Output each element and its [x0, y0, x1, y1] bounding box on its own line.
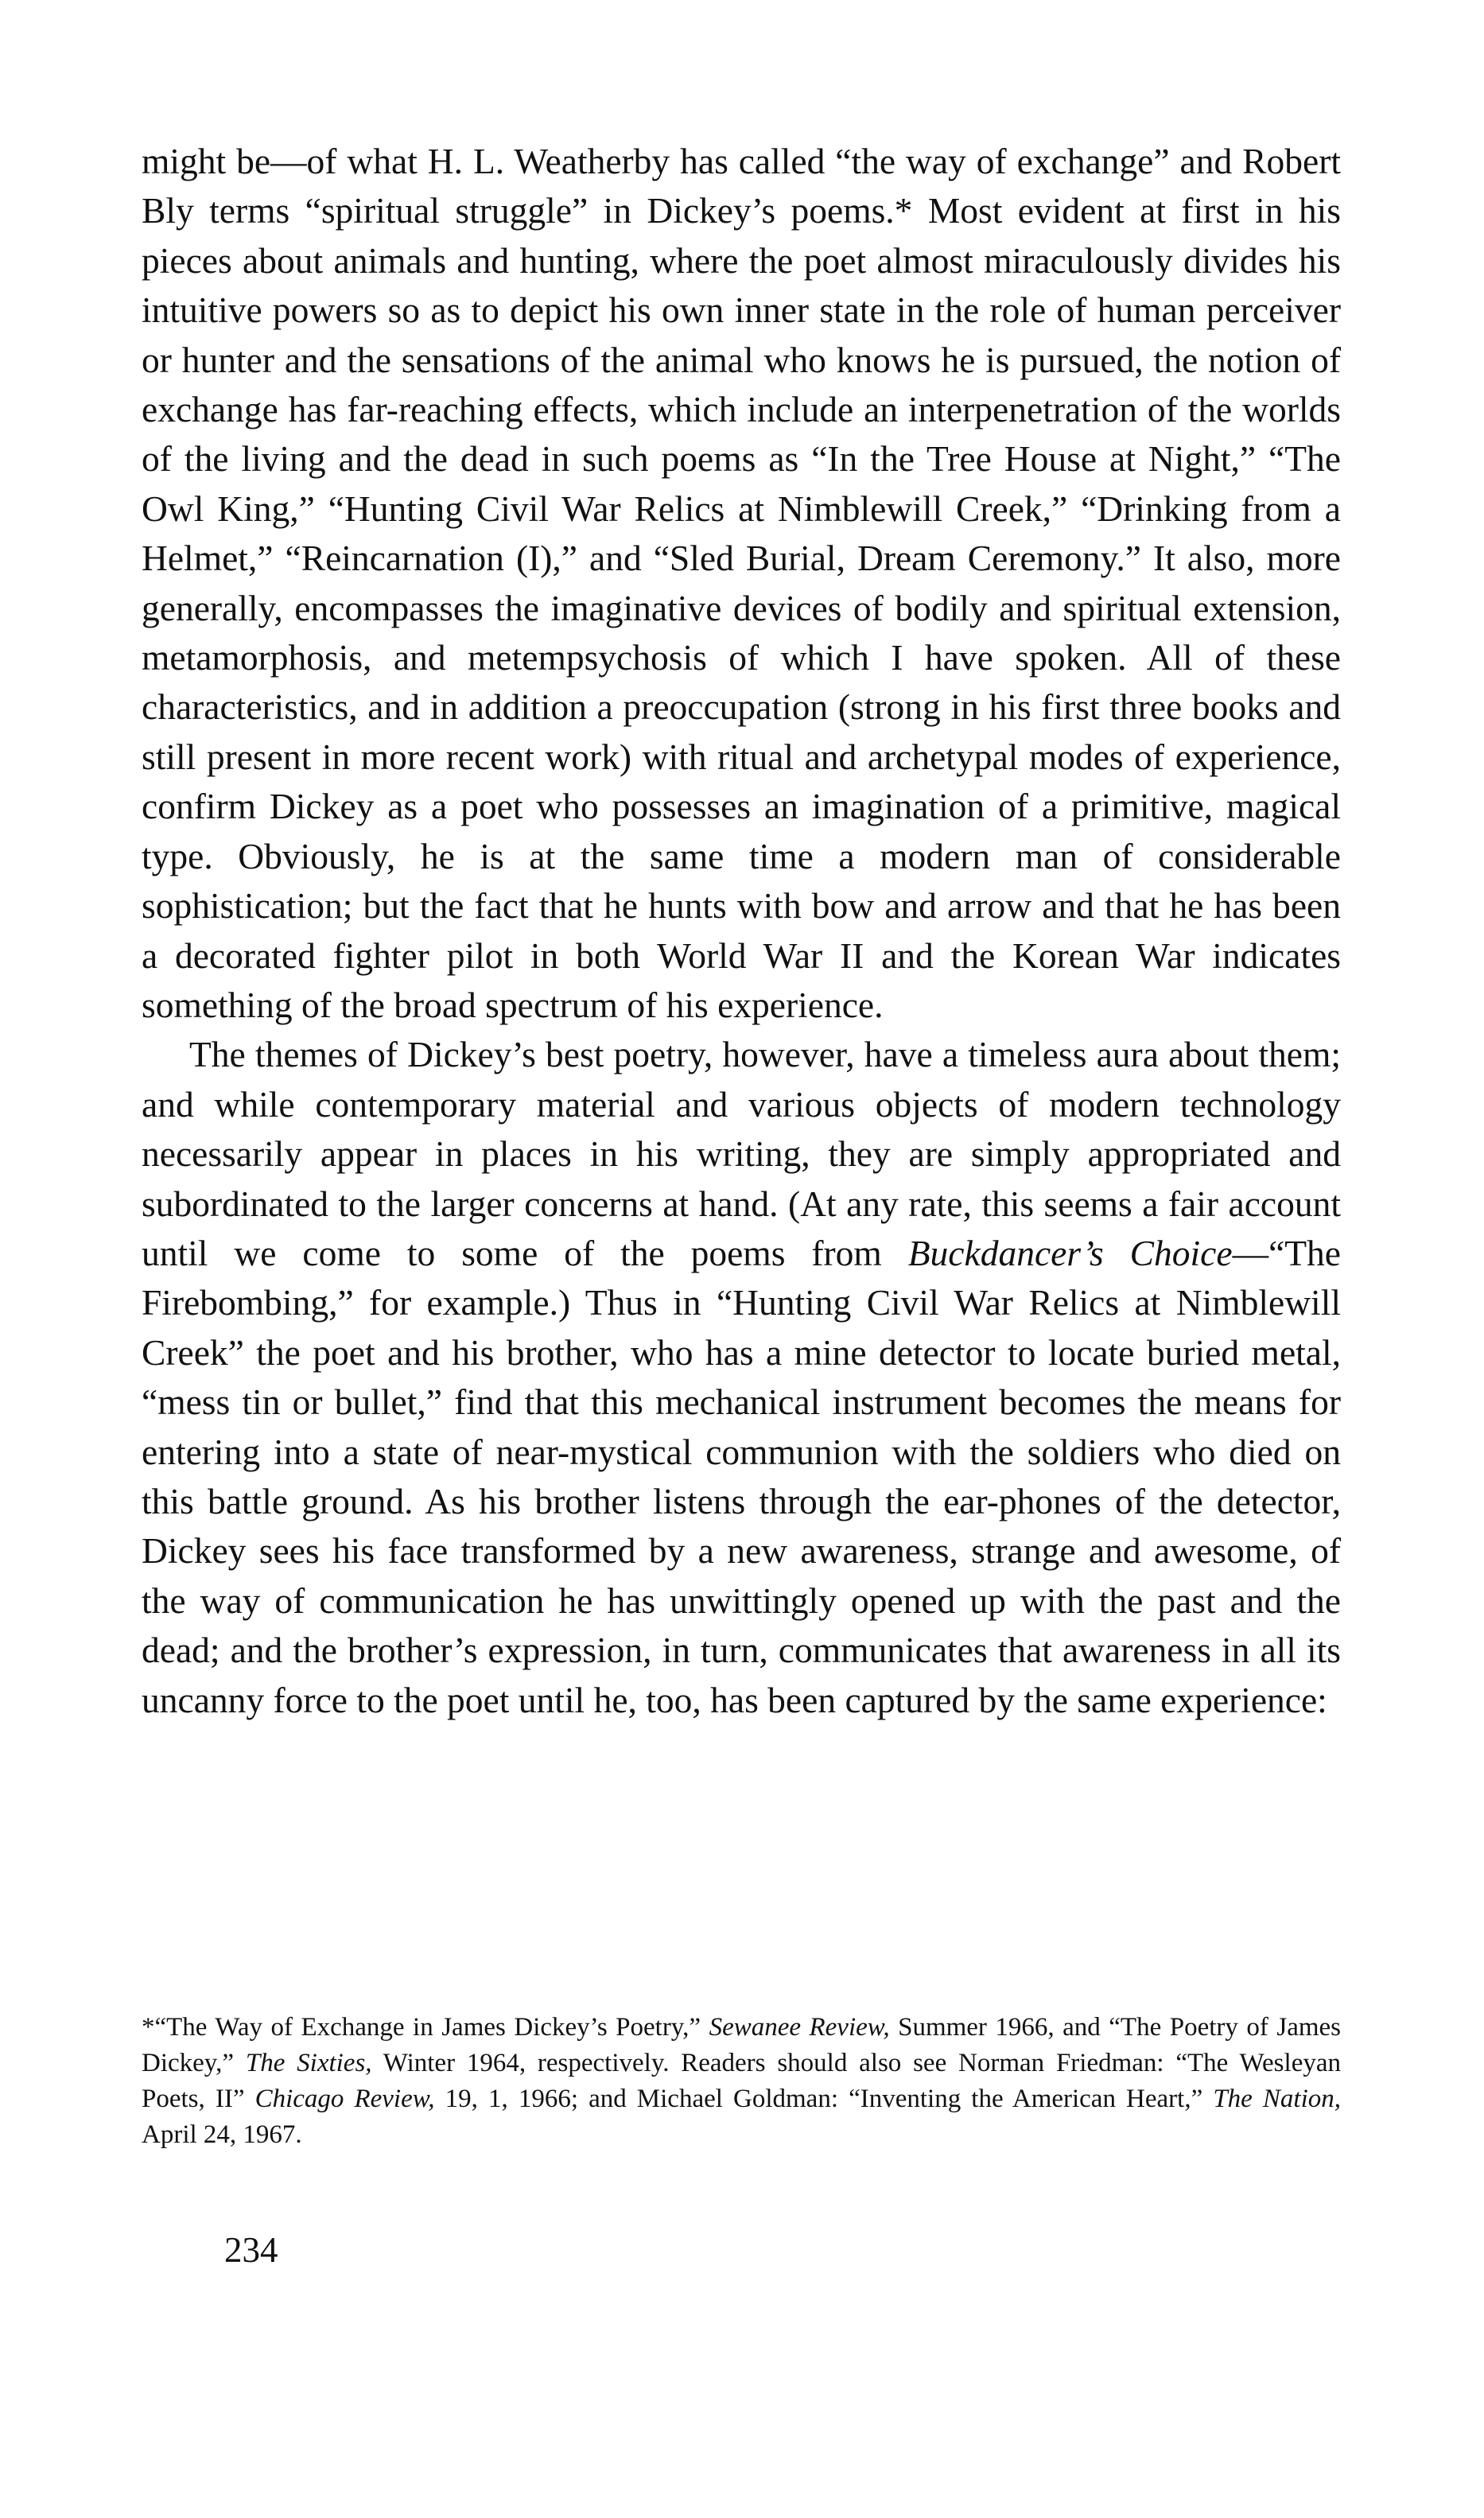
paragraph-2-text-b: —“The Firebombing,” for example.) Thus in “Hunting Civil War Relics at Nimblewill Creek” the poet and his brother, who has a mine detector to locate buried metal, “mess tin or bullet,” find that this mechanical instrument becomes the means for entering into a state of near-mystical communion with the soldiers who died on this battle ground. As his brother listens through the ear-phones of the detector, Dickey sees his face transformed by a new awareness, strange and awesome, of the way of communication he has unwittingly opened up with the past and the dead; and the brother’s expression, in turn, communicates that awareness in all its uncanny force to the poet until he, too, has been captured by the same experience: [142, 1232, 1341, 1720]
journal-title-the-sixties: The Sixties, [245, 2049, 372, 2077]
page-number: 234 [224, 2230, 278, 2270]
footnote-text-1: *“The Way of Exchange in James Dickey’s Poetry,” [142, 2013, 709, 2042]
footnote-text-3: Winter 1964, respectively. Readers should also see Norman Friedman: “The Wesleyan Poets, II” [142, 2049, 1341, 2113]
body-paragraph-1: might be—of what H. L. Weatherby has called “the way of exchange” and Robert Bly terms “spiritual struggle” in Dickey’s poems.* Most evident at first in his pieces about animals and hunting, where the poet almost miraculously divides his intuitive powers so as to depict his own inner state in the role of human perceiver or hunter and the sensations of the animal who knows he is pursued, the notion of exchange has far-reaching effects, which include an interpenetration of the worlds of the living and the dead in such poems as “In the Tree House at Night,” “The Owl King,” “Hunting Civil War Relics at Nimblewill Creek,” “Drinking from a Helmet,” “Reincarnation (I),” and “Sled Burial, Dream Ceremony.” It also, more generally, encompasses the imaginative devices of bodily and spiritual extension, metamorphosis, and metempsychosis of which I have spoken. All of these characteristics, and in addition a preoccupation (strong in his first three books and still present in more recent work) with ritual and archetypal modes of experience, confirm Dickey as a poet who possesses an imagination of a primitive, magical type. Obviously, he is at the same time a modern man of considerable sophistication; but the fact that he hunts with bow and arrow and that he has been a decorated fighter pilot in both World War II and the Korean War indicates something of the broad spectrum of his experience. [142, 141, 1341, 1025]
body-paragraph-2 [142, 1030, 1341, 1725]
footnote-text-5: April 24, 1967. [142, 2120, 302, 2149]
footnote-text-4: 19, 1, 1966; and Michael Goldman: “Inventing the American Heart,” [434, 2085, 1214, 2113]
journal-title-sewanee-review: Sewanee Review, [709, 2013, 890, 2042]
journal-title-chicago-review: Chicago Review, [254, 2085, 435, 2113]
footnote [142, 2010, 1341, 2153]
journal-title-the-nation: The Nation, [1213, 2085, 1341, 2113]
footnote-block [142, 2010, 1341, 2153]
page-body [142, 137, 1341, 1725]
footnote-text-2: Summer 1966, and “The Poetry of James Dickey,” [142, 2013, 1342, 2077]
paragraph-2-text-a: The themes of Dickey’s best poetry, however, have a timeless aura about them; and while contemporary material and various objects of modern technology necessarily appear in places in his writing, they are simply appropriated and subordinated to the larger concerns at hand. (At any rate, this seems a fair account until we come to some of the poems from [142, 1034, 1341, 1273]
book-title-buckdancers-choice: Buckdancer’s Choice [907, 1232, 1233, 1273]
